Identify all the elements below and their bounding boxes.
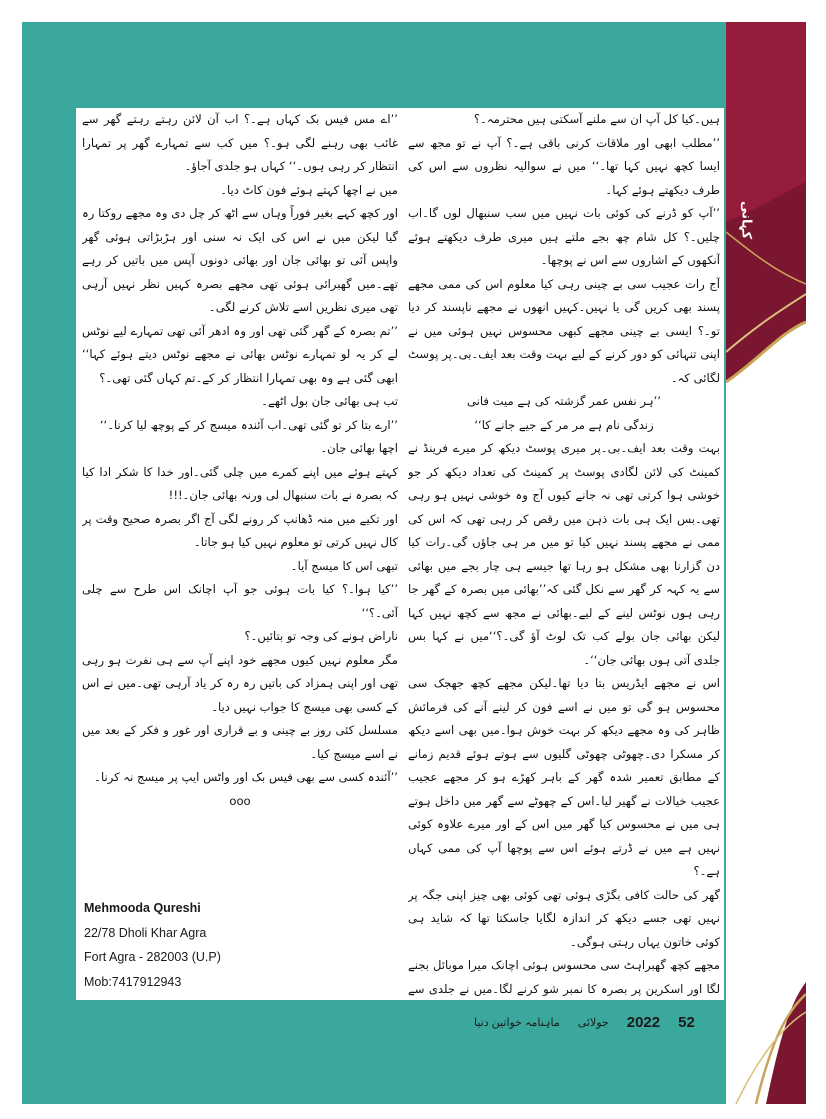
issue-month: جولائی	[577, 1016, 609, 1029]
paragraph: ’’تم بصرہ کے گھر گئی تھی اور وہ ادھر آئی تھی تمہارے لیے نوٹس لے کر یہ لو تمہارے نوٹس بھائی نے مجھے نوٹس دیتے ہوئے کہا‘‘ ابھی گئی ہے وہ بھی تمہارا انتظار کر کے۔تم کہاں گئی تھی۔؟	[82, 323, 398, 385]
paragraph: اچھا بھائی جان۔	[320, 441, 398, 455]
author-mobile: Mob:7417912943	[84, 974, 182, 989]
paragraph: ’’اے مس فیس بک کہاں ہے۔؟ اب آن لائن رہتے رہتے گھر سے غائب بھی رہنے لگی ہو۔؟ میں کب سے تمہارے گھر پر تمہارا انتظار کر رہی ہوں۔‘‘ کہاں ہو جلدی آجاؤ۔	[82, 112, 398, 173]
paragraph: ناراض ہونے کی وجہ تو بتائیں۔؟	[244, 629, 398, 643]
section-label: کہانی	[738, 200, 754, 240]
article-page	[76, 108, 724, 1000]
paragraph: ’’کیا ہوا۔؟ کیا بات ہوئی جو آپ اچانک اس طرح سے چلی آئی۔؟‘‘	[82, 582, 398, 620]
paragraph: ’’آپ کو ڈرنے کی کوئی بات نہیں میں سب سنبھال لوں گا۔اب چلیں۔؟ کل شام چھ بجے ملتے ہیں میری طرف دیکھتے ہوئے آنکھوں کے اشاروں سے اس نے پوچھا۔	[408, 206, 720, 267]
text-column-left	[82, 108, 398, 1000]
paragraph: تب ہی بھائی جان بول اٹھے۔	[261, 394, 398, 408]
paragraph: آج رات عجیب سی بے چینی رہی کیا معلوم اس کی ممی مجھے پسند بھی کریں گی یا نہیں۔کہیں انھوں نے مجھے ناپسند کر دیا تو۔؟ ایسی بے چینی مجھے کبھی محسوس نہیں ہوئی میں نے اپنی تنہائی کو دور کرنے کے لیے بہت وقت بعد ایف۔بی۔پر پوسٹ لگائی کہ۔	[408, 276, 720, 385]
paragraph: ’’آئندہ کسی سے بھی فیس بک اور واٹس ایپ پر میسج نہ کرنا۔	[94, 770, 398, 784]
page-number: 52	[678, 1013, 695, 1031]
paragraph: ’’ارے بتا کر تو گئی تھی۔اب آئندہ میسج کر کے پوچھ لیا کرنا۔‘‘	[99, 417, 398, 432]
paragraph: کہتے ہوئے میں اپنے کمرے میں چلی گئی۔اور خدا کا شکر ادا کیا کہ بصرہ نے بات سنبھال لی ورنہ بھائی جان۔!!!	[82, 464, 398, 502]
paragraph: اور تکیے میں منہ ڈھانپ کر رونے لگی آج اگر بصرہ صحیح وقت پر کال نہیں کرتی تو معلوم نہیں کیا ہو جاتا۔	[82, 511, 398, 549]
magazine-title: ماہنامہ خواتین دنیا	[474, 1016, 560, 1029]
paragraph: تبھی اس کا میسج آیا۔	[290, 558, 398, 573]
paragraph: مجھے کچھ گھبراہٹ سی محسوس ہوئی اچانک میرا موبائل بجنے لگا اور اسکرین پر بصرہ کا نمبر شو کرنے لگا۔میں نے جلدی سے	[408, 958, 720, 996]
paragraph: بہت وقت بعد ایف۔بی۔پر میری پوسٹ دیکھ کر میرے فرینڈ نے کمینٹ کی لائن لگادی پوسٹ پر کمینٹ کی تعداد دیکھ کر جو خوشی ہوا کرتی تھی نہ جانے کیوں آج وہ خوشی نہیں ہو رہی تھی۔بس ایک ہی بات ذہن میں رقص کر رہی تھی کہ اس کی ممی نے مجھے پسند نہیں کیا تو میں مر ہی جاؤں گی۔رات کیا دن گزارنا بھی مشکل ہو رہا تھا جیسے ہی چار بجے میں بھائی سے یہ کہہ کر گھر سے نکل گئی کہ’’بھائی میں بصرہ کے گھر جا رہی ہوں نوٹس لینے کے لیے۔بھائی نے مجھ سے کچھ نہیں کہا لیکن بھائی جان بولے کب تک لوٹ آؤ گی۔؟‘‘میں نے کہا بس جلدی آتی ہوں بھائی جان‘‘۔	[408, 441, 720, 667]
paragraph: مسلسل کئی روز بے چینی و بے قراری اور غور و فکر کے بعد میں نے اسے میسج کیا۔	[82, 723, 398, 761]
issue-year: 2022	[626, 1013, 661, 1031]
paragraph: میں نے اچھا کہتے ہوئے فون کاٹ دیا۔	[220, 182, 398, 197]
poem-line: ’’ہر نفس عمر گزشتہ کی ہے میت فانی	[467, 394, 661, 408]
author-name: Mehmooda Qureshi	[84, 901, 201, 915]
text-column-right	[408, 108, 720, 1000]
author-address-line2: Fort Agra - 282003 (U.P)	[84, 950, 221, 964]
paragraph: اس نے مجھے ایڈریس بتا دیا تھا۔لیکن مجھے کچھ جھجک سی محسوس ہو گی تو میں نے اسے فون کر لینے آنے کی فرمائش ظاہر کی وہ مجھے دیکھ کر بہت خوش ہوا۔میں بھی اسے دیکھ کر مسکرا دی۔چھوٹی چھوٹی گلیوں سے ہوتے ہوئے قدیم زمانے کے مطابق تعمیر شدہ گھر کے باہر کھڑے ہو کر مجھے عجیب عجیب خیالات نے گھیر لیا۔اس کے چھوٹے سے گھر میں داخل ہوتے ہی میں نے محسوس کیا گھر میں اس کے اور میرے علاوہ کوئی نہیں ہے میں نے ڈرتے ہوئے اس سے پوچھا آپ کی ممی کہاں ہے۔؟	[408, 676, 720, 878]
paragraph: ہیں۔کیا کل آپ ان سے ملنے آسکتی ہیں محترمہ۔؟	[473, 112, 720, 126]
page-footer	[474, 1009, 729, 1035]
paragraph: اور کچھ کہے بغیر فوراً وہاں سے اٹھ کر چل دی وہ مجھے روکتا رہ گیا لیکن میں نے اس کی ایک نہ سنی اور ہڑبڑاتی ہوئی گھر واپس آئی تو بھائی جان اور بھائی دونوں آپس میں باتیں کر رہے تھے۔میں گھبرائی ہوئی تھی مجھے بصرہ کہیں نظر نہیں آرہی تھی میری نظریں اسے تلاش کرنے لگی۔	[82, 206, 398, 314]
author-address-line1: 22/78 Dholi Khar Agra	[84, 925, 207, 940]
poem-line: زندگی نام ہے مر مر کے جیے جانے کا‘‘	[474, 417, 654, 432]
paragraph: ’’مطلب ابھی اور ملاقات کرنی باقی ہے۔؟ آپ نے تو مجھ سے ایسا کچھ نہیں کہا تھا۔‘‘ میں نے سوالیہ نظروں سے اس کی طرف دیکھتے ہوئے کہا۔	[408, 135, 720, 197]
end-mark: ooo	[229, 793, 251, 808]
author-block	[84, 896, 221, 994]
paragraph: مگر معلوم نہیں کیوں مجھے خود اپنے آپ سے ہی نفرت ہو رہی تھی اور اپنی ہمزاد کی باتیں رہ رہ کر یاد آرہی تھی۔میں نے اس کے کسی بھی میسج کا جواب نہیں دیا۔	[82, 652, 398, 714]
paragraph: گھر کی حالت کافی بگڑی ہوئی تھی کوئی بھی چیز اپنی جگہ پر نہیں تھی جسے دیکھ کر اندازہ لگایا جاسکتا تھا کہ شاید ہی کوئی خاتون یہاں رہتی ہوگی۔	[408, 887, 720, 949]
